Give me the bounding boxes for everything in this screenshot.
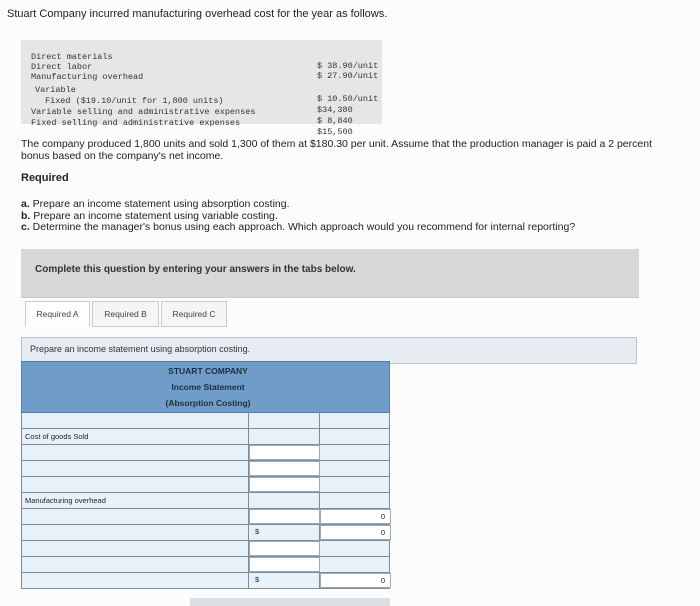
statement-row bbox=[21, 493, 390, 509]
statement-row bbox=[21, 557, 390, 573]
tab-required-b[interactable]: Required B bbox=[92, 301, 159, 327]
requirement-text: Determine the manager's bonus using each approach. Which approach would you recommend for internal reporting? bbox=[29, 221, 576, 233]
row-label-cell[interactable] bbox=[22, 477, 249, 492]
cost-value: $ 8,840 bbox=[317, 116, 353, 126]
cost-label: Variable bbox=[35, 85, 76, 95]
total-cell bbox=[320, 445, 391, 460]
statement-row bbox=[21, 477, 390, 493]
cost-label: Direct materials bbox=[31, 52, 113, 62]
tab-instruction-bar bbox=[21, 337, 637, 364]
total-cell bbox=[320, 461, 391, 476]
row-label-cell bbox=[22, 493, 249, 508]
instructions-banner bbox=[21, 249, 639, 298]
tab-instruction-text: Prepare an income statement using absorption costing. bbox=[30, 344, 251, 354]
row-label-cell[interactable] bbox=[22, 525, 249, 540]
total-value: 0 bbox=[380, 512, 385, 521]
total-cell bbox=[320, 429, 391, 444]
cost-label: Manufacturing overhead bbox=[31, 72, 144, 82]
row-label-cell[interactable] bbox=[22, 541, 249, 556]
total-input[interactable] bbox=[320, 573, 391, 588]
row-label-cell bbox=[22, 429, 249, 444]
cost-data-box bbox=[21, 40, 382, 137]
required-heading: Required bbox=[21, 172, 69, 184]
total-cell bbox=[320, 557, 391, 572]
cost-label: Variable selling and administrative expenses bbox=[31, 107, 256, 117]
total-value: 0 bbox=[380, 528, 385, 537]
statement-company: STUART COMPANY bbox=[168, 366, 248, 376]
requirement-item bbox=[21, 222, 575, 234]
cost-label: Direct labor bbox=[31, 62, 93, 72]
requirement-letter: b. bbox=[21, 209, 31, 222]
requirement-letter: c. bbox=[21, 221, 30, 233]
dollar-sign: $ bbox=[255, 575, 260, 584]
total-cell bbox=[320, 493, 391, 508]
statement-row bbox=[21, 461, 390, 477]
amount-input[interactable] bbox=[249, 509, 320, 524]
total-cell[interactable] bbox=[320, 413, 391, 428]
banner-text: Complete this question by entering your answers in the tabs below. bbox=[35, 264, 356, 275]
statement-row bbox=[21, 541, 390, 557]
statement-header bbox=[21, 361, 390, 413]
cost-value: $ 10.50/unit bbox=[317, 94, 379, 104]
row-label-cell[interactable] bbox=[22, 557, 249, 572]
horizontal-scrollbar[interactable] bbox=[190, 598, 390, 606]
total-input[interactable] bbox=[320, 525, 391, 540]
total-input[interactable] bbox=[320, 509, 391, 524]
problem-intro: Stuart Company incurred manufacturing overhead cost for the year as follows. bbox=[7, 8, 388, 20]
total-cell bbox=[320, 477, 391, 492]
cost-value: $34,380 bbox=[317, 105, 353, 115]
amount-cell bbox=[249, 573, 320, 588]
row-label-cell[interactable] bbox=[22, 509, 249, 524]
cost-label: Fixed selling and administrative expenses bbox=[31, 118, 241, 128]
amount-cell bbox=[249, 493, 320, 508]
statement-row bbox=[21, 573, 390, 589]
row-label-cell[interactable] bbox=[22, 461, 249, 476]
statement-row bbox=[21, 429, 390, 445]
amount-cell[interactable] bbox=[249, 413, 320, 428]
amount-cell bbox=[249, 525, 320, 540]
amount-cell bbox=[249, 429, 320, 444]
row-label-cell[interactable] bbox=[22, 413, 249, 428]
mfg-overhead-label: Manufacturing overhead bbox=[25, 496, 106, 505]
amount-input[interactable] bbox=[249, 557, 320, 572]
statement-row bbox=[21, 525, 390, 541]
requirement-text: Prepare an income statement using variable costing. bbox=[30, 209, 278, 222]
statement-row bbox=[21, 445, 390, 461]
requirements-list bbox=[21, 199, 575, 234]
problem-paragraph: The company produced 1,800 units and sold 1,300 of them at $180.30 per unit. Assume that the production manager is paid a 2 percent bonus based on the company's net income. bbox=[21, 138, 652, 162]
statement-row bbox=[21, 509, 390, 525]
cost-value: $ 27.90/unit bbox=[317, 71, 379, 81]
total-cell bbox=[320, 541, 391, 556]
amount-input[interactable] bbox=[249, 477, 320, 492]
requirement-letter: a. bbox=[21, 198, 30, 210]
cost-label: Fixed ($19.10/unit for 1,800 units) bbox=[45, 96, 224, 106]
tab-required-c[interactable]: Required C bbox=[161, 301, 227, 327]
row-label-cell[interactable] bbox=[22, 573, 249, 588]
cost-value: $ 38.90/unit bbox=[317, 61, 379, 71]
statement-subtitle: (Absorption Costing) bbox=[165, 398, 251, 408]
dollar-sign: $ bbox=[255, 527, 260, 536]
amount-input[interactable] bbox=[249, 461, 320, 476]
statement-row bbox=[21, 413, 390, 429]
amount-input[interactable] bbox=[249, 541, 320, 556]
row-label-cell[interactable] bbox=[22, 445, 249, 460]
total-value: 0 bbox=[380, 576, 385, 585]
requirement-text: Prepare an income statement using absorption costing. bbox=[29, 198, 290, 210]
statement-title: Income Statement bbox=[171, 382, 245, 392]
tab-required-a[interactable]: Required A bbox=[25, 301, 90, 327]
cogs-label: Cost of goods Sold bbox=[25, 432, 89, 441]
amount-input[interactable] bbox=[249, 445, 320, 460]
cost-value: $15,500 bbox=[317, 127, 353, 137]
